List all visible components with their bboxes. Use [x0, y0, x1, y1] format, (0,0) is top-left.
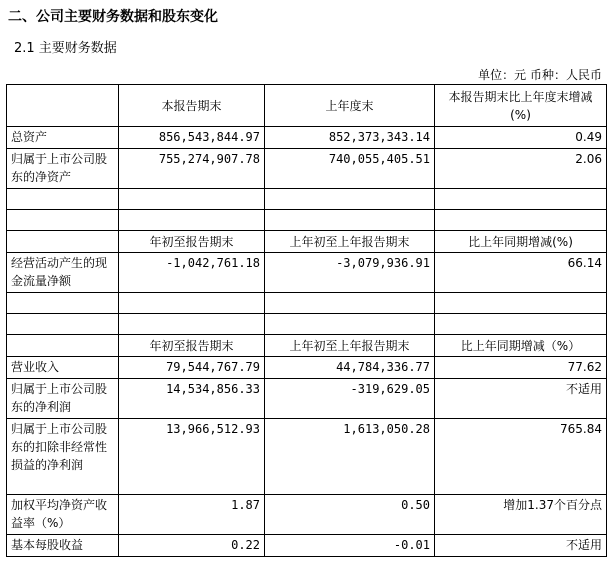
header-cell [7, 335, 119, 357]
previous-value: 0.50 [265, 495, 435, 535]
header-row [7, 335, 607, 357]
blank-cell [435, 210, 607, 231]
header-cell: 上年初至上年报告期末 [265, 335, 435, 357]
blank-cell [265, 314, 435, 335]
table-row [7, 357, 607, 379]
section-title: 二、公司主要财务数据和股东变化 [8, 9, 218, 25]
financial-data-table [6, 84, 607, 557]
header-row [7, 231, 607, 253]
header-cell [7, 231, 119, 253]
blank-cell [119, 314, 265, 335]
blank-row [7, 314, 607, 335]
previous-value: 44,784,336.77 [265, 357, 435, 379]
change-value: 不适用 [435, 379, 607, 419]
current-value: 0.22 [119, 535, 265, 557]
change-value: 2.06 [435, 149, 607, 189]
row-label: 基本每股收益 [7, 535, 119, 557]
previous-value: 852,373,343.14 [265, 127, 435, 149]
previous-value: -319,629.05 [265, 379, 435, 419]
current-value: 856,543,844.97 [119, 127, 265, 149]
table-row [7, 127, 607, 149]
table-row [7, 495, 607, 535]
change-value: 不适用 [435, 535, 607, 557]
row-label: 经营活动产生的现金流量净额 [7, 253, 119, 293]
header-cell: 比上年同期增减（%） [435, 335, 607, 357]
blank-cell [265, 293, 435, 314]
previous-value: 1,613,050.28 [265, 419, 435, 495]
current-value: 755,274,907.78 [119, 149, 265, 189]
header-cell: 上年初至上年报告期末 [265, 231, 435, 253]
unit-line: 单位：元 币种：人民币 [478, 68, 602, 82]
change-value: 77.62 [435, 357, 607, 379]
change-value: 0.49 [435, 127, 607, 149]
change-value: 66.14 [435, 253, 607, 293]
row-label: 加权平均净资产收益率（%） [7, 495, 119, 535]
previous-value: 740,055,405.51 [265, 149, 435, 189]
row-label: 营业收入 [7, 357, 119, 379]
blank-row [7, 189, 607, 210]
previous-value: -3,079,936.91 [265, 253, 435, 293]
header-cell: 年初至报告期末 [119, 335, 265, 357]
header-cell: 本报告期末 [119, 85, 265, 127]
blank-cell [435, 189, 607, 210]
blank-cell [119, 189, 265, 210]
row-label: 归属于上市公司股东的扣除非经常性损益的净利润 [7, 419, 119, 495]
table-row [7, 149, 607, 189]
header-cell: 上年度末 [265, 85, 435, 127]
current-value: 14,534,856.33 [119, 379, 265, 419]
blank-cell [7, 293, 119, 314]
header-cell: 年初至报告期末 [119, 231, 265, 253]
table-row [7, 535, 607, 557]
blank-cell [435, 293, 607, 314]
blank-cell [7, 314, 119, 335]
blank-cell [7, 210, 119, 231]
table-row [7, 253, 607, 293]
blank-cell [265, 210, 435, 231]
current-value: -1,042,761.18 [119, 253, 265, 293]
blank-cell [435, 314, 607, 335]
header-cell: 比上年同期增减(%) [435, 231, 607, 253]
row-label: 归属于上市公司股东的净利润 [7, 379, 119, 419]
blank-cell [7, 189, 119, 210]
blank-row [7, 210, 607, 231]
current-value: 1.87 [119, 495, 265, 535]
blank-cell [119, 293, 265, 314]
table-row [7, 379, 607, 419]
subsection-title: 2.1 主要财务数据 [14, 41, 117, 56]
blank-cell [119, 210, 265, 231]
header-cell: 本报告期末比上年度末增减(%) [435, 85, 607, 127]
current-value: 79,544,767.79 [119, 357, 265, 379]
blank-cell [265, 189, 435, 210]
header-row [7, 85, 607, 127]
change-value: 增加1.37个百分点 [435, 495, 607, 535]
table-row [7, 419, 607, 495]
row-label: 归属于上市公司股东的净资产 [7, 149, 119, 189]
change-value: 765.84 [435, 419, 607, 495]
previous-value: -0.01 [265, 535, 435, 557]
current-value: 13,966,512.93 [119, 419, 265, 495]
row-label: 总资产 [7, 127, 119, 149]
header-cell [7, 85, 119, 127]
blank-row [7, 293, 607, 314]
